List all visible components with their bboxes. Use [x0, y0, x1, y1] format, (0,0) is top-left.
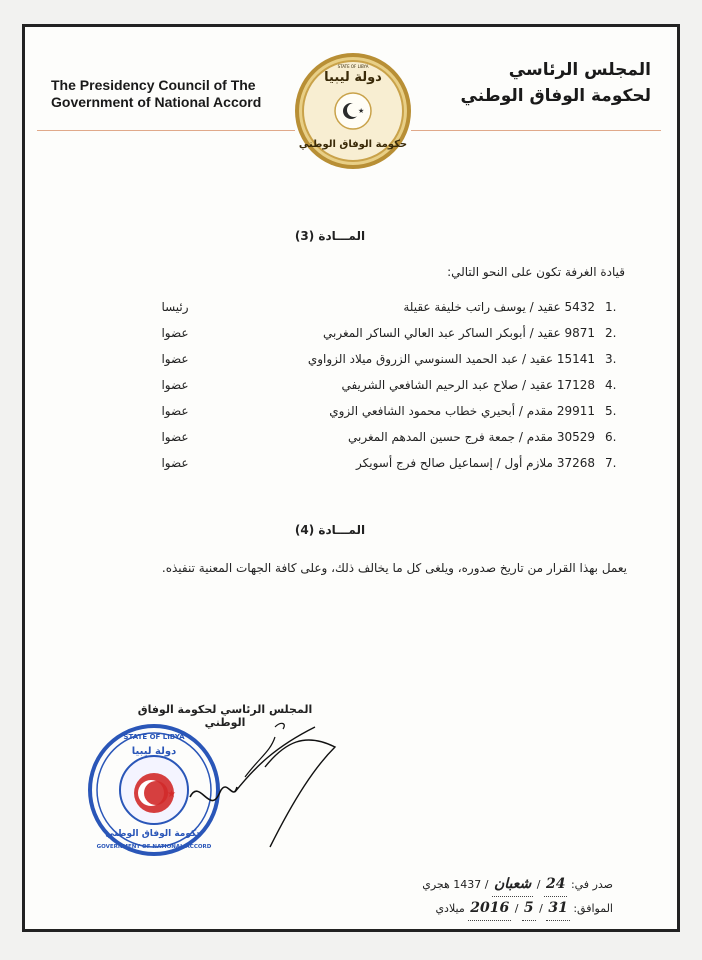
member-row — [145, 373, 625, 399]
arabic-header-line1: المجلس الرئاسي — [508, 60, 651, 80]
gregorian-label: الموافق: — [573, 902, 613, 915]
header-rule-right — [411, 130, 661, 131]
article-4-title: المـــادة (4) — [294, 523, 366, 537]
article-3-title: المـــادة (3) — [294, 229, 366, 243]
english-header-title: The Presidency Council of The Government of National Accord — [51, 77, 262, 110]
arabic-header-title — [451, 57, 651, 109]
arabic-header-line2: لحكومة الوفاق الوطني — [460, 86, 651, 106]
greg-month: 5 — [523, 900, 534, 916]
member-role: عضوا — [161, 378, 189, 392]
signature-title: المجلس الرئاسي لحكومة الوفاق الوطني — [137, 703, 313, 729]
member-name: 37268 ملازم أول / إسماعيل صالح فرج أسويكر — [356, 456, 595, 470]
member-name: 15141 عقيد / عبد الحميد السنوسي الزروق ميلاد الزواوي — [307, 352, 595, 366]
member-name: 9871 عقيد / أبوبكر الساكر عبد العالي الساكر المغربي — [323, 326, 595, 340]
member-number: 1. — [605, 300, 617, 314]
article-3-intro: قيادة الغرفة تكون على النحو التالي: — [447, 265, 625, 279]
member-role: عضوا — [161, 456, 189, 470]
member-number: 4. — [605, 378, 617, 392]
gregorian-date-line: الموافق: 31 / 5 / 2016 ميلادي — [363, 897, 613, 921]
document-page — [22, 24, 680, 932]
greg-suffix: ميلادي — [435, 902, 465, 915]
greg-year: 2016 — [470, 900, 510, 916]
member-role: عضوا — [161, 326, 189, 340]
svg-text:★: ★ — [358, 107, 365, 115]
member-number: 7. — [605, 456, 617, 470]
member-number: 2. — [605, 326, 617, 340]
member-number: 6. — [605, 430, 617, 444]
stamp-arabic-bottom: حكومة الوفاق الوطني — [105, 829, 203, 839]
stamp-arabic-top: دولة ليبيا — [131, 746, 177, 757]
member-name: 29911 مقدم / أبحيري خطاب محمود الشافعي الزوي — [329, 404, 595, 418]
member-row — [145, 321, 625, 347]
member-number: 5. — [605, 404, 617, 418]
seal-arabic-top: دولة ليبيا — [324, 70, 382, 85]
handwritten-signature — [175, 707, 345, 857]
stamp-english-top: STATE OF LIBYA — [123, 733, 185, 741]
member-role: رئيسا — [161, 300, 189, 314]
hijri-day: 24 — [545, 876, 566, 892]
member-role: عضوا — [161, 430, 189, 444]
greg-day: 31 — [548, 900, 568, 916]
member-name: 5432 عقيد / يوسف راتب خليفة عقيلة — [403, 300, 595, 314]
issued-date-line: صدر في: 24 / شعبان / 1437 هجري — [363, 873, 613, 897]
government-gold-seal — [293, 51, 413, 171]
member-name: 17128 عقيد / صلاح عبد الرحيم الشافعي الشريفي — [341, 378, 595, 392]
date-block — [363, 873, 613, 921]
article-4-body: يعمل بهذا القرار من تاريخ صدوره، ويلغى كل ما يخالف ذلك، وعلى كافة الجهات المعنية تنفيذه. — [161, 561, 627, 575]
member-number: 3. — [605, 352, 617, 366]
svg-text:★: ★ — [167, 789, 176, 800]
member-row — [145, 451, 625, 477]
member-row — [145, 295, 625, 321]
member-row — [145, 347, 625, 373]
hijri-month: شعبان — [493, 876, 532, 892]
members-list — [145, 295, 625, 477]
member-name: 30529 مقدم / جمعة فرج حسين المدهم المغربي — [348, 430, 595, 444]
seal-english-top: STATE OF LIBYA — [337, 64, 369, 69]
member-row — [145, 399, 625, 425]
member-role: عضوا — [161, 352, 189, 366]
issued-label: صدر في: — [570, 878, 613, 891]
stamp-english-bottom: GOVERNMENT OF NATIONAL ACCORD — [96, 844, 212, 850]
hijri-year: 1437 هجري — [422, 878, 482, 891]
member-role: عضوا — [161, 404, 189, 418]
header-rule-left — [37, 130, 295, 131]
member-row — [145, 425, 625, 451]
seal-arabic-bottom: حكومة الوفاق الوطني — [298, 139, 408, 150]
